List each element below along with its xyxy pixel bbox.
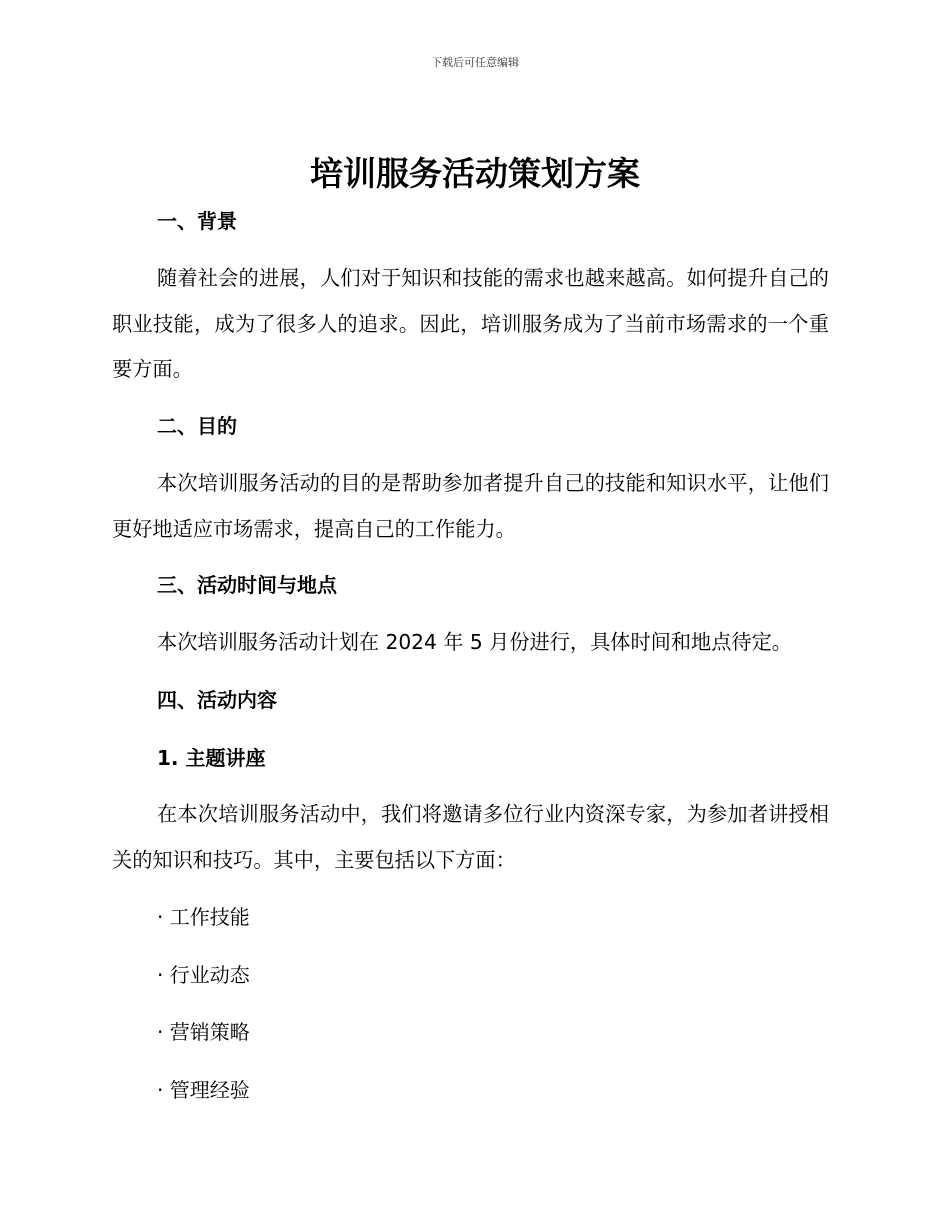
paragraph-lectures: 在本次培训服务活动中，我们将邀请多位行业内资深专家，为参加者讲授相关的知识和技巧。其中，主要包括以下方面： — [112, 802, 829, 872]
header-note: 下载后可任意编辑 — [431, 56, 519, 69]
paragraph-purpose: 本次培训服务活动的目的是帮助参加者提升自己的技能和知识水平，让他们更好地适应市场需求，提高自己的工作能力。 — [112, 471, 829, 541]
section-heading-content: 四、活动内容 — [157, 688, 277, 712]
paragraph-time-place: 本次培训服务活动计划在 2024 年 5 月份进行，具体时间和地点待定。 — [157, 630, 792, 654]
paragraph-background: 随着社会的进展，人们对于知识和技能的需求也越来越高。如何提升自己的职业技能，成为了很多人的追求。因此，培训服务成为了当前市场需求的一个重要方面。 — [112, 266, 829, 381]
document-title: 培训服务活动策划方案 — [310, 154, 640, 193]
subheading-lectures: 1. 主题讲座 — [157, 746, 266, 770]
list-item: · 营销策略 — [157, 1020, 250, 1044]
list-item: · 行业动态 — [157, 963, 250, 987]
section-heading-time-place: 三、活动时间与地点 — [157, 573, 337, 597]
list-item: · 工作技能 — [157, 905, 250, 929]
list-item: · 管理经验 — [157, 1078, 250, 1102]
section-heading-background: 一、背景 — [157, 209, 237, 233]
section-heading-purpose: 二、目的 — [157, 414, 237, 438]
